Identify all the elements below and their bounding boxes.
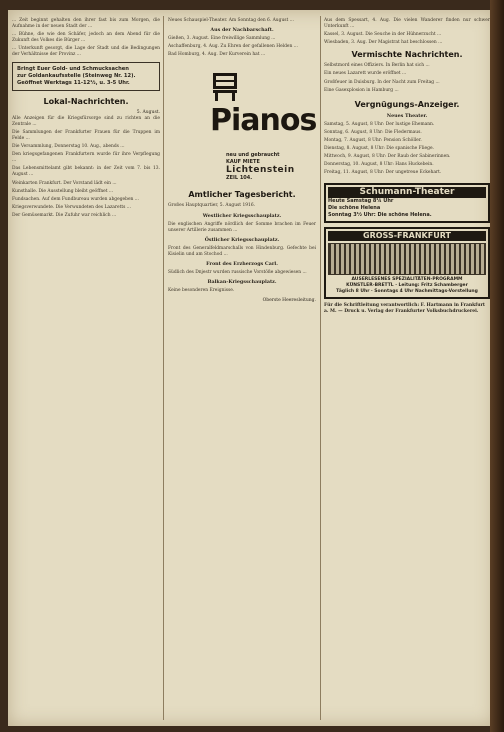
- ad-firm-name: Lichtenstein: [226, 165, 295, 176]
- ad-line: zur Goldankaufsstelle (Steinweg Nr. 12).: [17, 72, 136, 79]
- program-entry: Freitag, 11. August, 8 Uhr: Der ungetreue Eckehart.: [324, 170, 442, 176]
- article-paragraph: Kunsthalle. Die Ausstellung bleibt geöffnet ...: [12, 188, 114, 194]
- section-heading-entertainment: Vergnügungs-Anzeiger.: [354, 99, 460, 109]
- report-section-text: Front des Generalfeldmarschalls von Hindenburg. Gefechte bei Kisielin und am Stochod ...: [168, 245, 316, 258]
- section-date: 5. August.: [136, 109, 160, 115]
- ad-line: Die schöne Helena: [328, 204, 381, 211]
- article-paragraph: Weinkarten Frankfurt. Der Vorstand lädt ein ...: [12, 180, 117, 186]
- gross-frankfurt-ad: [324, 227, 490, 299]
- ad-subline: KAUF MIETE: [226, 158, 260, 165]
- program-entry: Donnerstag, 10. August, 8 Uhr: Hans Huckebein.: [324, 162, 434, 168]
- article-text: ... Unterkunft gesorgt, die Lage der Stadt und die Bedingungen der Verhältnisse der Provinz ...: [12, 46, 160, 58]
- program-entry: Mittwoch, 9. August, 8 Uhr: Der Raub der Sabinerinnen.: [324, 154, 451, 160]
- ad-line: Heute Samstag 8¼ Uhr: [328, 197, 394, 204]
- gold-purchase-ad: [12, 62, 160, 91]
- theatre-subheading: Neues Theater.: [386, 112, 428, 119]
- ad-subline: neu und gebraucht: [226, 152, 280, 159]
- ad-line: KÜNSTLER-BRETTL · Leitung: Fritz Schamberger: [346, 282, 468, 288]
- article-text: ... Zeit beginnt gehalten den ihrer fast bis zum Morgen, die Aufnahme in der neuen Stadt der ...: [12, 18, 160, 30]
- article-paragraph: Den kriegsgefangenen Frankfurtern wurde für ihre Verpflegung ...: [12, 152, 160, 164]
- subheading: Aus der Nachbarschaft.: [210, 27, 274, 34]
- article-text: ... Bühne, die wie den Schäfer, jedoch an dem Abend für die Zukunft des Volkes die Bürger ...: [12, 32, 160, 44]
- report-section-title: Östlicher Kriegsschauplatz.: [204, 236, 280, 243]
- report-section-title: Front des Erzherzogs Carl.: [206, 261, 278, 268]
- program-entry: Samstag, 5. August, 8 Uhr: Der lustige Ehemann.: [324, 121, 435, 127]
- program-entry: Dienstag, 8. August, 8 Uhr: Die spanische Fliege.: [324, 146, 434, 152]
- pianos-wordmark: Pianos: [210, 103, 317, 139]
- report-section-title: Westlicher Kriegsschauplatz.: [202, 212, 282, 219]
- article-text: Neues Schauspiel-Theater. Am Sonntag den 6. August ...: [168, 18, 294, 23]
- ad-line: Geöffnet Werktags 11-12½, u. 3-5 Uhr.: [17, 79, 130, 86]
- column-divider: [320, 16, 321, 720]
- article-paragraph: Ein neues Lazarett wurde eröffnet ...: [324, 71, 407, 77]
- report-section-text: Die englischen Angriffe nördlich der Somme brachen im Feuer unserer Artillerie zusammen ...: [168, 221, 316, 233]
- report-dateline: Großes Hauptquartier, 5. August 1916.: [168, 203, 256, 209]
- article-paragraph: Der Gemüsemarkt. Die Zufuhr war reichlich ...: [12, 212, 117, 218]
- ad-address: ZEIL 104.: [226, 175, 253, 182]
- article-text: Bad Homburg, 4. Aug. Der Kurverein hat ...: [168, 52, 266, 58]
- article-text: Kassel, 3. August. Die Seuche in der Hühnerzucht ...: [324, 32, 442, 38]
- article-paragraph: Die Versammlung, Donnerstag 10. Aug., abends ...: [12, 144, 125, 150]
- ad-line: Täglich 8 Uhr · Sonntags 4 Uhr Nachmittags-Vorstellung: [336, 288, 478, 294]
- report-section-text: Südlich des Dnjestr wurden russische Vorstöße abgewiesen ...: [168, 270, 307, 276]
- article-paragraph: Fundsachen. Auf dem Fundbureau wurden abgegeben ...: [12, 196, 139, 202]
- article-paragraph: Großfeuer in Duisburg. In der Nacht zum Freitag ...: [324, 79, 440, 85]
- section-heading-local-news: Lokal-Nachrichten.: [43, 96, 129, 106]
- ad-line: AUSERLESENES SPEZIALITÄTEN-PROGRAMM: [351, 276, 463, 282]
- article-text: Aus dem Spessart, 4. Aug. Die vielen Wanderer finden nur schwer Unterkunft ...: [324, 18, 490, 30]
- column-1: [12, 18, 160, 221]
- ad-line: Bringt Euer Gold- und Schmucksachen: [17, 65, 129, 72]
- section-heading-miscellaneous: Vermischte Nachrichten.: [351, 50, 463, 60]
- article-paragraph: Alle Anzeigen für die Kriegsfürsorge sind zu richten an die Zentrale ...: [12, 115, 160, 127]
- imprint: Für die Schriftleitung verantwortlich: F. Hartmann in Frankfurt a. M. — Druck u. Verlag der Frankfurter Volksbuchdruckerei.: [324, 302, 485, 314]
- book-spine: [490, 0, 504, 732]
- article-paragraph: Eine Gasexplosion in Hamburg ...: [324, 87, 399, 93]
- article-text: Wiesbaden, 3. Aug. Der Magistrat hat beschlossen ...: [324, 40, 443, 46]
- article-text: Gießen, 3. August. Eine freiwillige Sammlung ...: [168, 36, 276, 42]
- report-signature: Oberste Heeresleitung.: [262, 297, 316, 303]
- column-3: [324, 18, 490, 315]
- pianos-details: [226, 152, 318, 182]
- newspaper-page: [8, 10, 494, 726]
- section-heading-official-report: Amtlicher Tagesbericht.: [188, 190, 296, 200]
- program-entry: Montag, 7. August, 8 Uhr: Pension Schöller.: [324, 138, 422, 144]
- ad-title: GROSS-FRANKFURT: [328, 231, 486, 241]
- report-section-text: Keine besonderen Ereignisse.: [168, 288, 235, 294]
- piano-icon: [212, 72, 238, 102]
- report-section-title: Balkan-Kriegsschauplatz.: [207, 279, 277, 286]
- article-text: Aschaffenburg, 4. Aug. Zu Ehren der gefallenen Helden ...: [168, 44, 298, 50]
- pianos-advertisement: [168, 68, 316, 186]
- building-illustration: [328, 243, 486, 275]
- ad-title: Schumann-Theater: [328, 187, 486, 198]
- article-paragraph: Das Lebensmittelamt gibt bekannt: in der Zeit vom 7. bis 13. August ...: [12, 166, 160, 178]
- article-paragraph: Selbstmord eines Offiziers. In Berlin hat sich ...: [324, 63, 430, 69]
- article-paragraph: Die Sammlungen der Frankfurter Frauen für die Truppen im Felde ...: [12, 129, 160, 141]
- column-divider: [163, 16, 164, 720]
- article-paragraph: Kriegsverwundete. Die Verwundeten des Lazaretts ...: [12, 204, 131, 210]
- column-2: [168, 18, 316, 304]
- program-entry: Sonntag, 6. August, 8 Uhr: Die Fledermaus.: [324, 129, 422, 135]
- ad-line: Sonntag 3½ Uhr: Die schöne Helena.: [328, 211, 432, 218]
- schumann-theater-ad: [324, 183, 490, 223]
